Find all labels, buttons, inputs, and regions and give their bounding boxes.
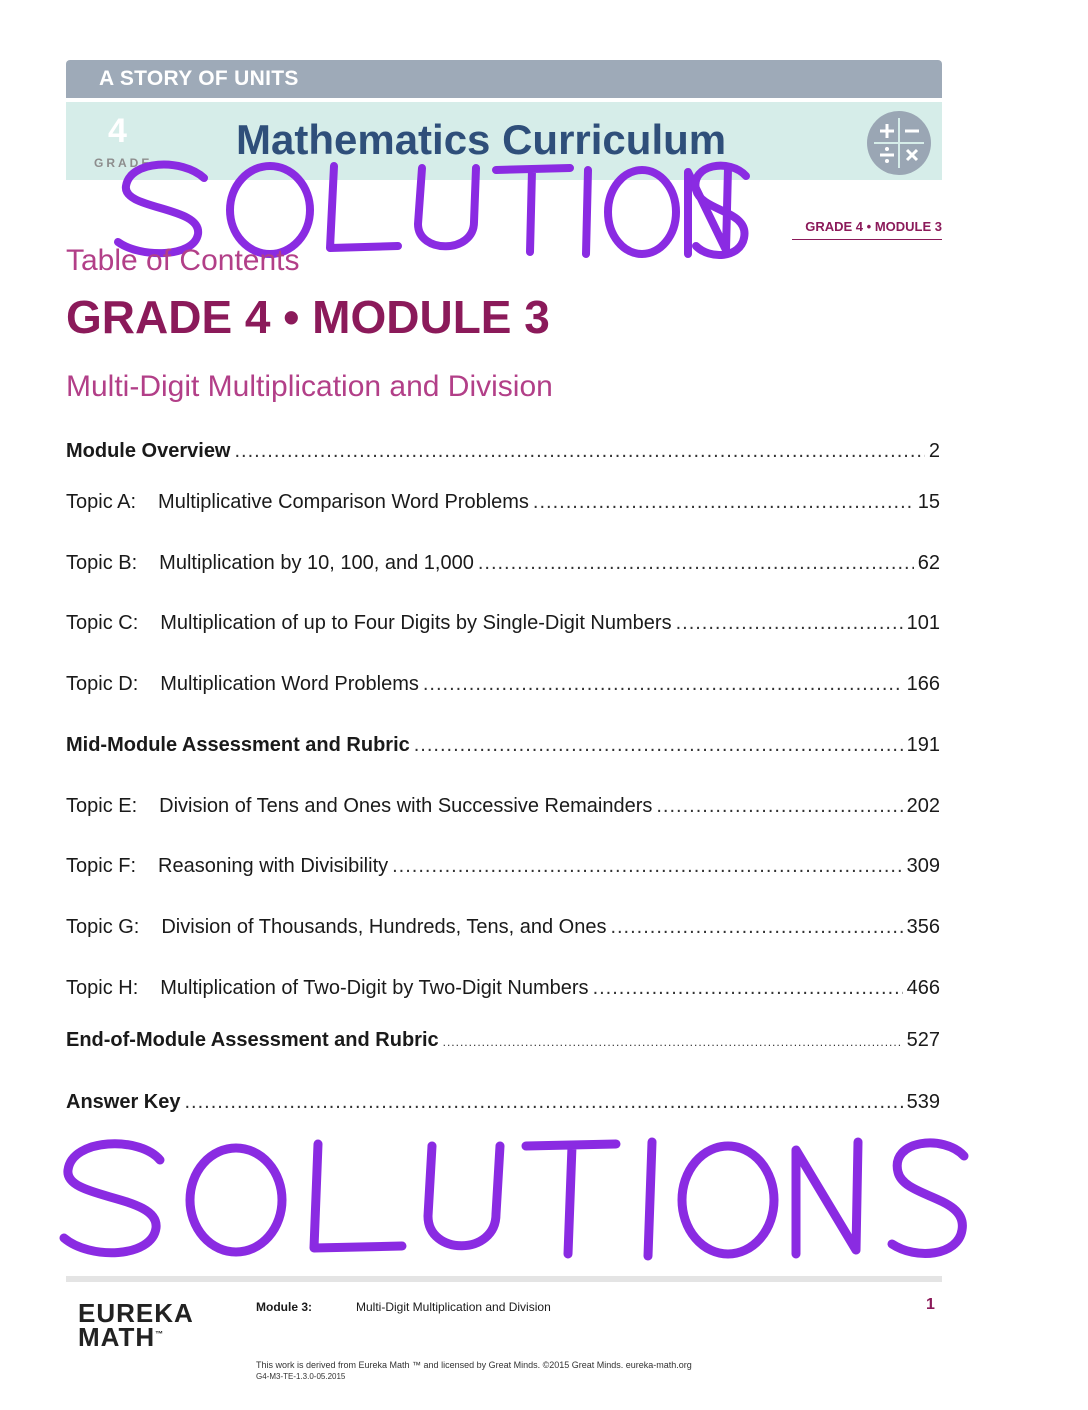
toc-entry[interactable] [66,1091,940,1119]
toc-leader-dots [656,795,902,818]
toc-entry[interactable] [66,977,940,1005]
footer-divider [66,1276,942,1282]
toc-leader-dots [392,855,903,878]
series-banner [66,60,942,98]
toc-entry-page: 527 [906,1029,940,1051]
toc-entry-topic: Topic C: [66,612,139,634]
toc-entry[interactable] [66,916,940,944]
eureka-logo-line2 [78,1322,164,1353]
toc-entry-topic: Topic D: [66,673,139,695]
toc-entry[interactable] [66,491,940,519]
toc-label: Table of Contents [66,244,300,277]
toc-entry-text: Multiplication by 10, 100, and 1,000 [159,552,474,574]
toc-entry-text: Multiplication of up to Four Digits by Single-Digit Numbers [160,612,672,634]
toc-entry-topic: Topic H: [66,977,139,999]
module-title: GRADE 4 • MODULE 3 [66,291,550,343]
toc-leader-dots [414,734,903,757]
math-operations-icon [866,110,932,176]
toc-entry-text: Division of Thousands, Hundreds, Tens, and Ones [161,916,607,938]
toc-entry-topic: Topic A: [66,491,137,513]
toc-entry-topic: Topic F: [66,855,137,877]
toc-entry-page: 101 [906,612,940,634]
toc-entry[interactable] [66,1029,940,1057]
grade-number: 4 [108,112,127,150]
toc-entry-topic: Topic B: [66,552,138,574]
toc-leader-dots [533,491,914,514]
toc-entry-page: 466 [906,977,940,999]
toc-entry-text: Division of Tens and Ones with Successive Remainders [159,795,653,817]
toc-entry-text: Multiplication of Two-Digit by Two-Digit Numbers [160,977,589,999]
toc-entry-text: Module Overview [66,440,231,462]
toc-entry-page: 202 [906,795,940,817]
eureka-logo-line1: EUREKA [78,1298,194,1328]
toc-entry-page: 539 [906,1091,940,1113]
toc-entry-page: 62 [917,552,940,574]
curriculum-title: Mathematics Curriculum [236,116,727,163]
license-text: This work is derived from Eureka Math ™ and licensed by Great Minds. ©2015 Great Minds. eureka-math.org [256,1360,692,1370]
toc-entry[interactable] [66,734,940,762]
footer-module-title: Multi-Digit Multiplication and Division [356,1300,551,1314]
toc-leader-dots [610,916,902,939]
toc-entry-page: 309 [906,855,940,877]
toc-entry[interactable] [66,612,940,640]
toc-entry-text: End-of-Module Assessment and Rubric [66,1029,439,1051]
toc-entry-page: 15 [917,491,940,513]
toc-leader-dots [593,977,903,1000]
toc-entry-page: 191 [906,734,940,756]
toc-entry-text: Multiplicative Comparison Word Problems [158,491,529,513]
toc-entry-text: Mid-Module Assessment and Rubric [66,734,410,756]
toc-entry[interactable] [66,440,940,468]
toc-leader-dots [478,552,914,575]
toc-entry-page: 356 [906,916,940,938]
toc-entry[interactable] [66,855,940,883]
toc-entry-page: 166 [906,673,940,695]
document-code: G4-M3-TE-1.3.0-05.2015 [256,1372,346,1381]
toc-entry[interactable] [66,673,940,701]
toc-entry[interactable] [66,552,940,580]
toc-entry[interactable] [66,795,940,823]
footer-module-label: Module 3: [256,1300,312,1314]
toc-entry-text: Reasoning with Divisibility [158,855,389,877]
toc-leader-dots [676,612,903,635]
eureka-logo-line2-text: MATH [78,1322,156,1352]
toc-entry-text: Answer Key [66,1091,181,1113]
module-subtitle: Multi-Digit Multiplication and Division [66,370,553,403]
toc-leader-dots [443,1035,903,1049]
toc-entry-topic: Topic E: [66,795,138,817]
toc-leader-dots [423,673,903,696]
toc-entry-topic: Topic G: [66,916,140,938]
handwritten-solutions-bottom [56,1120,976,1270]
toc-entry-page: 2 [928,440,940,462]
grade-word: GRADE [94,156,153,170]
toc-leader-dots [185,1091,903,1114]
page-number: 1 [926,1296,935,1313]
toc-entry-text: Multiplication Word Problems [160,673,419,695]
grade-module-label: GRADE 4 • MODULE 3 [792,219,942,240]
toc-leader-dots [235,440,925,463]
trademark-mark: ™ [155,1329,165,1339]
series-label: A STORY OF UNITS [99,67,299,90]
